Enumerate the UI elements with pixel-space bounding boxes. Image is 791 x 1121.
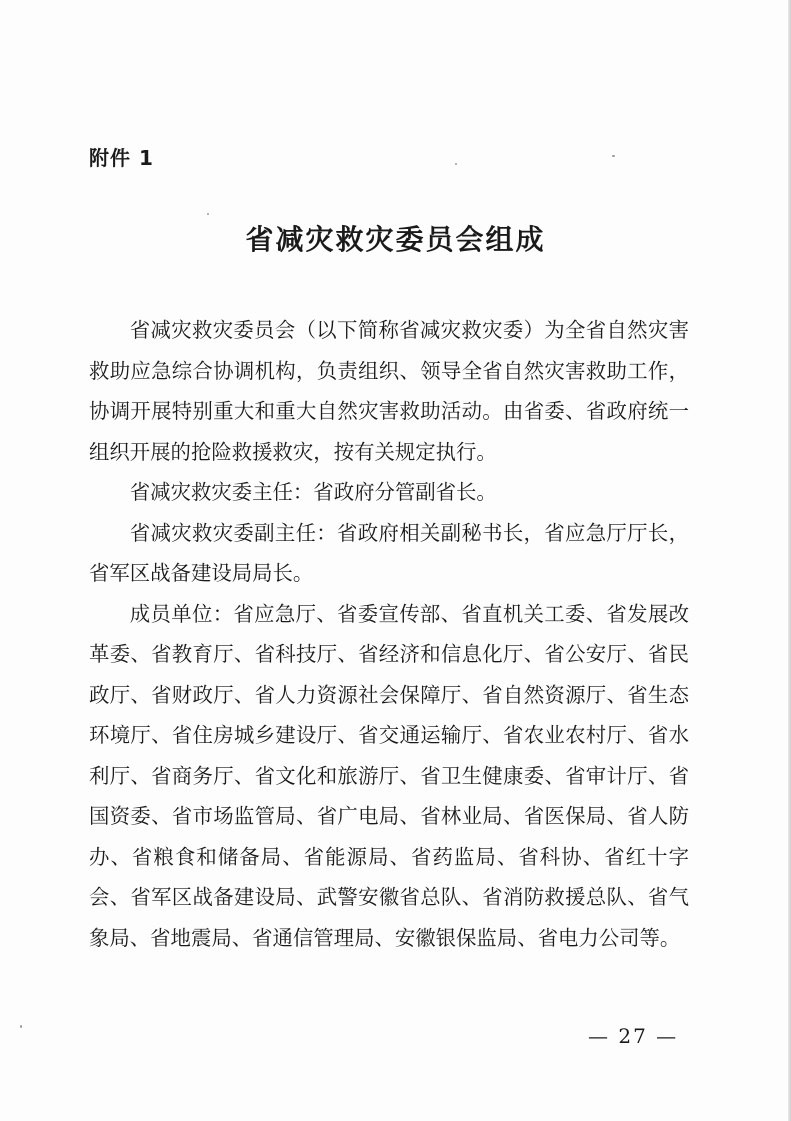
paragraph-member-units: 成员单位：省应急厅、省委宣传部、省直机关工委、省发展改革委、省教育厅、省科技厅、省经济和信息化厅、省公安厅、省民政厅、省财政厅、省人力资源社会保障厅、省自然资源厅、省生态环境厅、省住房城乡建设厅、省交通运输厅、省农业农村厅、省水利厅、省商务厅、省文化和旅游厅、省卫生健康委、省审计厅、省国资委、省市场监管局、省广电局、省林业局、省医保局、省人防办、省粮食和储备局、省能源局、省药监局、省科协、省红十字会、省军区战备建设局、武警安徽省总队、省消防救援总队、省气象局、省地震局、省通信管理局、安徽银保监局、省电力公司等。 [89, 601, 689, 950]
paragraph-deputy-directors: 省减灾救灾委副主任：省政府相关副秘书长，省应急厅厅长，省军区战备建设局局长。 [89, 520, 689, 585]
scan-speck [207, 213, 209, 215]
page-number: — 27 — [588, 1024, 679, 1048]
document-title: 省减灾救灾委员会组成 [245, 223, 546, 256]
paragraph-director: 省减灾救灾委主任：省政府分管副省长。 [129, 480, 497, 504]
document-body [89, 310, 689, 958]
scan-speck [20, 1025, 22, 1028]
scan-speck [612, 155, 615, 157]
scan-speck [455, 163, 457, 165]
attachment-label: 附件 1 [89, 146, 154, 170]
paragraph-intro: 省减灾救灾委员会（以下简称省减灾救灾委）为全省自然灾害救助应急综合协调机构，负责组织、领导全省自然灾害救助工作，协调开展特别重大和重大自然灾害救助活动。由省委、省政府统一组织开展的抢险救援救灾，按有关规定执行。 [89, 318, 689, 464]
